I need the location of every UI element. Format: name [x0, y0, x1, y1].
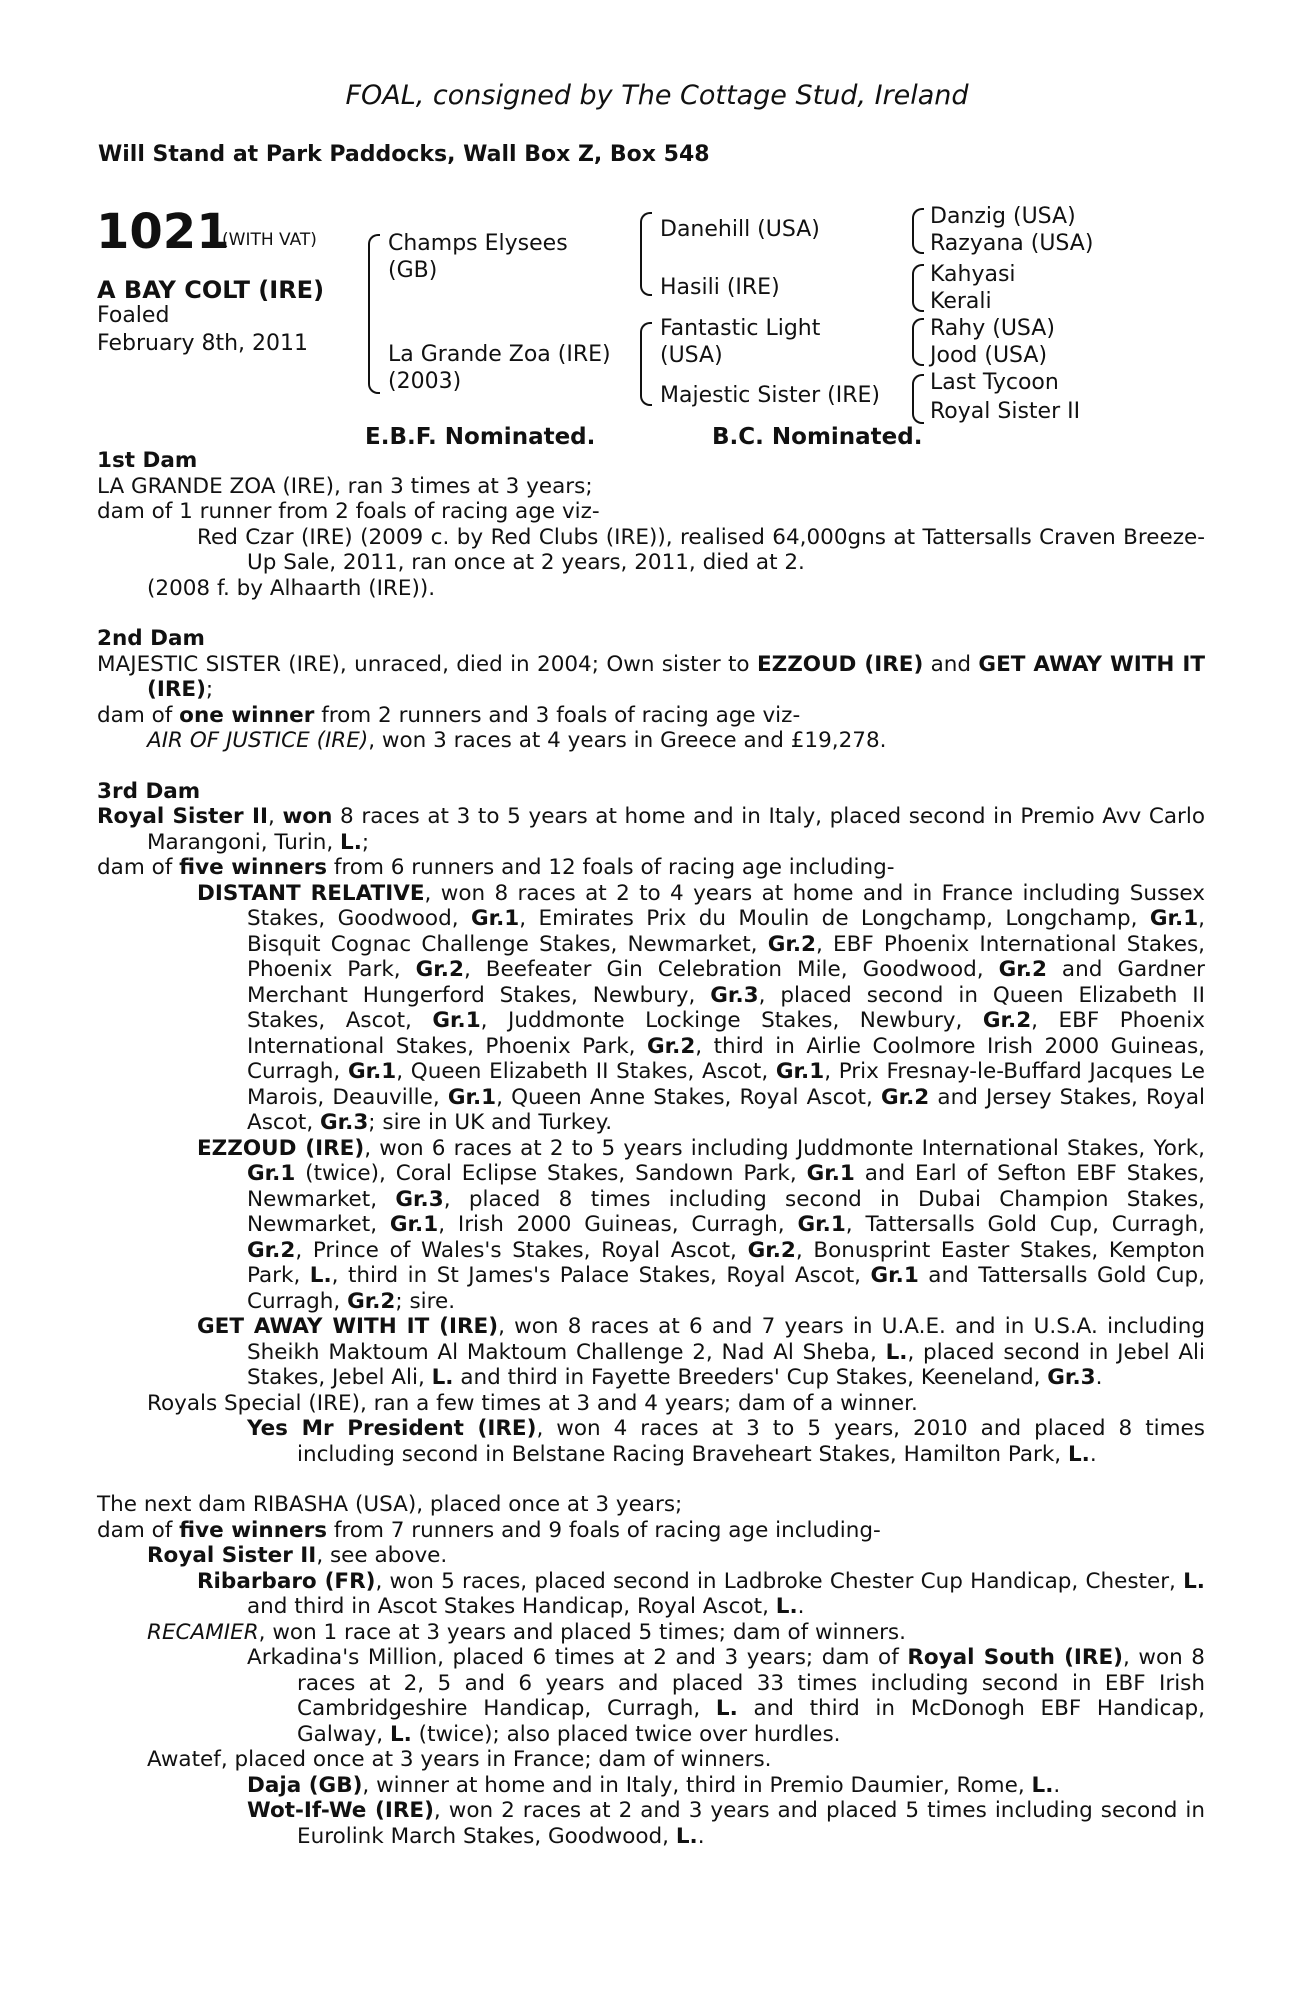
dam2-line2: dam of one winner from 2 runners and 3 foals of racing age viz-	[97, 702, 801, 728]
dam1-line2: dam of 1 runner from 2 foals of racing age viz-	[97, 499, 600, 524]
brace-gen3-1	[912, 208, 924, 254]
ezzoud: EZZOUD (IRE), won 6 races at 2 to 5 years including Juddmonte International Stakes, York, Gr.1 (twice), Coral Eclipse Stakes, Sandown Park, Gr.1 and Earl of Sefton EBF Stakes, Newmarket, Gr.3, placed 8 times including second in Dubai Champion Stakes, Newmarket, Gr.1, Irish 2000 Guineas, Curragh, Gr.1, Tattersalls Gold Cup, Curragh, Gr.2, Prince of Wales's Stakes, Royal Ascot, Gr.2, Bonusprint Easter Stakes, Kempton Park, L., third in St James's Palace Stakes, Royal Ascot, Gr.1 and Tattersalls Gold Cup, Curragh, Gr.2; sire.	[197, 1135, 1205, 1314]
ped-dam: La Grande Zoa (IRE) (2003)	[388, 342, 611, 394]
awatef: Awatef, placed once at 3 years in France; dam of winners.	[147, 1747, 772, 1772]
ped-sire-sire: Danehill (USA)	[660, 217, 820, 242]
consignor-title: FOAL, consigned by The Cottage Stud, Ireland	[345, 80, 969, 111]
foaled-info	[97, 302, 308, 358]
stand-location: Will Stand at Park Paddocks, Wall Box Z, Box 548	[98, 142, 710, 167]
ped-dam-dam: Majestic Sister (IRE)	[660, 383, 880, 408]
dam2-line1: MAJESTIC SISTER (IRE), unraced, died in 2004; Own sister to EZZOUD (IRE) and GET AWAY WITH IT (IRE);	[97, 651, 1206, 702]
yes-mr-president: Yes Mr President (IRE), won 4 races at 3 to 5 years, 2010 and placed 8 times including second in Belstane Racing Braveheart Stakes, Hamilton Park, L..	[247, 1416, 1205, 1467]
pedigree-body	[97, 448, 1205, 1849]
get-away-with-it: GET AWAY WITH IT (IRE), won 8 races at 6 and 7 years in U.A.E. and in U.S.A. including Sheikh Maktoum Al Maktoum Challenge 2, Nad Al Sheba, L., placed second in Jebel Ali Stakes, Jebel Ali, L. and third in Fayette Breeders' Cup Stakes, Keeneland, Gr.3.	[197, 1314, 1205, 1390]
next-dam-line2: dam of five winners from 7 runners and 9 foals of racing age including-	[97, 1517, 881, 1543]
arkadinas-million: Arkadina's Million, placed 6 times at 2 and 3 years; dam of Royal South (IRE), won 8 races at 2, 5 and 6 years and placed 33 times including second in EBF Irish Cambridgeshire Handicap, Curragh, L. and third in McDonogh EBF Handicap, Galway, L. (twice); also placed twice over hurdles.	[247, 1645, 1205, 1747]
ped-sdd: Kerali	[930, 289, 992, 314]
foaled-date: February 8th, 2011	[97, 331, 309, 356]
dam1-2008-foal: (2008 f. by Alhaarth (IRE)).	[147, 575, 436, 601]
next-royal-sister: Royal Sister II, see above.	[147, 1543, 448, 1568]
brace-gen3-2	[912, 264, 924, 312]
ped-dsd: Jood (USA)	[930, 343, 1048, 368]
ped-sss: Danzig (USA)	[930, 204, 1076, 229]
dam2-heading: 2nd Dam	[97, 626, 205, 651]
ped-dam-sire: Fantastic Light (USA)	[660, 316, 821, 368]
brace-gen3-4	[912, 374, 924, 424]
ped-dds: Last Tycoon	[930, 370, 1059, 395]
dam3-heading: 3rd Dam	[97, 778, 201, 804]
ped-ssd: Razyana (USA)	[930, 231, 1094, 256]
foaled-label: Foaled	[97, 303, 170, 328]
ped-sds: Kahyasi	[930, 262, 1016, 287]
brace-gen2-top	[640, 212, 652, 296]
daja: Daja (GB), winner at home and in Italy, third in Premio Daumier, Rome, L..	[247, 1772, 1061, 1798]
distant-relative: DISTANT RELATIVE, won 8 races at 2 to 4 years at home and in France including Sussex Stakes, Goodwood, Gr.1, Emirates Prix du Moulin de Longchamp, Longchamp, Gr.1, Bisquit Cognac Challenge Stakes, Newmarket, Gr.2, EBF Phoenix International Stakes, Phoenix Park, Gr.2, Beefeater Gin Celebration Mile, Goodwood, Gr.2 and Gardner Merchant Hungerford Stakes, Newbury, Gr.3, placed second in Queen Elizabeth II Stakes, Ascot, Gr.1, Juddmonte Lockinge Stakes, Newbury, Gr.2, EBF Phoenix International Stakes, Phoenix Park, Gr.2, third in Airlie Coolmore Irish 2000 Guineas, Curragh, Gr.1, Queen Elizabeth II Stakes, Ascot, Gr.1, Prix Fresnay-le-Buffard Jacques Le Marois, Deauville, Gr.1, Queen Anne Stakes, Royal Ascot, Gr.2 and Jersey Stakes, Royal Ascot, Gr.3; sire in UK and Turkey.	[197, 880, 1206, 1135]
royals-special: Royals Special (IRE), ran a few times at 3 and 4 years; dam of a winner.	[147, 1390, 918, 1416]
ped-sire-dam: Hasili (IRE)	[660, 275, 780, 300]
recamier: RECAMIER, won 1 race at 3 years and placed 5 times; dam of winners.	[147, 1619, 906, 1645]
brace-gen2-bottom	[640, 322, 652, 406]
dam1-line1: LA GRANDE ZOA (IRE), ran 3 times at 3 years;	[97, 473, 593, 499]
dam3-royal-sister: Royal Sister II, won 8 races at 3 to 5 years at home and in Italy, placed second in Premio Avv Carlo Marangoni, Turin, L.;	[97, 804, 1206, 855]
dam3-produce-summary: dam of five winners from 6 runners and 12 foals of racing age including-	[97, 855, 895, 880]
lot-number: 1021	[96, 204, 230, 260]
brace-gen3-3	[912, 318, 924, 366]
lot-name: A BAY COLT (IRE)	[97, 276, 325, 304]
ped-sire: Champs Elysees (GB)	[388, 231, 568, 283]
vat-note: (WITH VAT)	[222, 230, 317, 250]
ebf-nominated: E.B.F. Nominated.	[365, 424, 596, 450]
ribarbaro: Ribarbaro (FR), won 5 races, placed second in Ladbroke Chester Cup Handicap, Chester, L. and third in Ascot Stakes Handicap, Royal Ascot, L..	[197, 1568, 1205, 1619]
ped-dss: Rahy (USA)	[930, 316, 1055, 341]
dam1-heading: 1st Dam	[97, 448, 198, 473]
dam2-air-of-justice: AIR OF JUSTICE (IRE), won 3 races at 4 years in Greece and £19,278.	[147, 728, 887, 753]
next-dam-line1: The next dam RIBASHA (USA), placed once at 3 years;	[97, 1492, 683, 1517]
ped-ddd: Royal Sister II	[930, 399, 1081, 424]
dam1-red-czar: Red Czar (IRE) (2009 c. by Red Clubs (IRE)), realised 64,000gns at Tattersalls Craven Breeze-Up Sale, 2011, ran once at 2 years, 2011, died at 2.	[197, 524, 1205, 575]
brace-gen1	[368, 234, 380, 394]
bc-nominated: B.C. Nominated.	[712, 424, 923, 450]
wot-if-we: Wot-If-We (IRE), won 2 races at 2 and 3 years and placed 5 times including second in Eurolink March Stakes, Goodwood, L..	[247, 1798, 1206, 1849]
